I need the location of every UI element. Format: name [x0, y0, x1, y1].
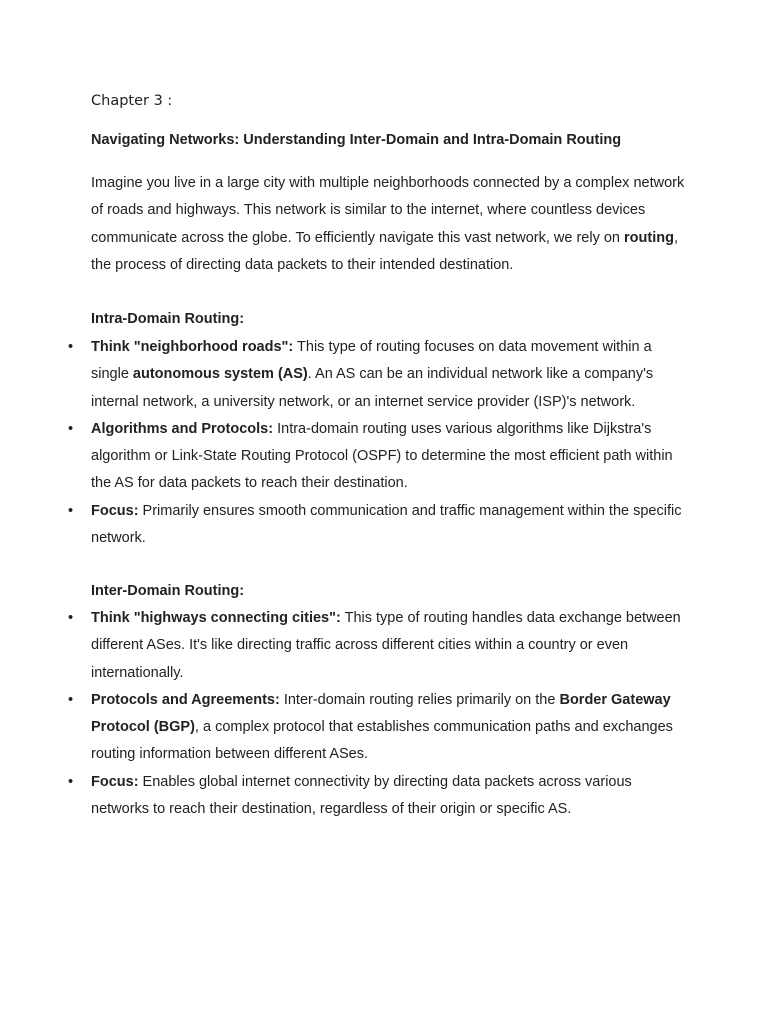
bullet-lead: Focus: [91, 773, 139, 790]
bullet-text: This type of routing focuses on data movement within a single [91, 339, 652, 383]
intra-item-focus [68, 498, 691, 553]
inter-item-focus [68, 769, 691, 824]
bullet-dot: • [68, 610, 74, 626]
bullet-dot: • [68, 502, 74, 519]
bullet-lead: Think "highways connecting cities": [91, 610, 341, 626]
intro-text-after: , the process of directing data packets to their intended destination. [91, 229, 678, 273]
bullet-dot: • [68, 773, 74, 790]
bullet-dot: • [68, 339, 74, 355]
bullet-text: , a complex protocol that establishes communication paths and exchanges routing information between different ASes. [91, 719, 673, 763]
intra-domain-list [0, 334, 768, 552]
chapter-label: Chapter 3 : [91, 93, 173, 109]
inter-domain-list [0, 605, 768, 823]
document-title: Navigating Networks: Understanding Inter-Domain and Intra-Domain Routing [91, 132, 622, 148]
bullet-dot: • [68, 691, 74, 708]
inter-domain-heading: Inter-Domain Routing: [91, 583, 245, 599]
bullet-dot: • [68, 420, 74, 437]
bullet-text: This type of routing handles data exchange between different ASes. It's like directing traffic across different cities within a country or even internationally. [91, 610, 681, 681]
bullet-lead: Algorithms and Protocols: [91, 420, 274, 437]
bullet-lead: Think "neighborhood roads": [91, 339, 294, 355]
intra-domain-heading: Intra-Domain Routing: [91, 311, 245, 327]
intra-item-neighborhood-roads [68, 334, 691, 416]
bullet-text: Primarily ensures smooth communication and traffic management within the specific network. [91, 502, 682, 547]
bullet-lead: Protocols and Agreements: [91, 691, 280, 708]
intro-text-before: Imagine you live in a large city with multiple neighborhoods connected by a complex network of roads and highways. This network is similar to the internet, where countless devices communicate across the globe. To efficiently navigate this vast network, we rely on [91, 175, 685, 246]
bullet-lead: Focus: [91, 502, 139, 519]
intro-bold-term: routing [624, 229, 674, 246]
bullet-text: . An AS can be an individual network like a company's internal network, a university network, or an internet service provider (ISP)'s network. [91, 366, 654, 410]
bullet-text: Intra-domain routing uses various algorithms like Dijkstra's algorithm or Link-State Routing Protocol (OSPF) to determine the most efficient path within the AS for data packets to reach their destination. [91, 420, 673, 492]
intra-item-algorithms [68, 416, 691, 498]
bullet-bold-term: Border Gateway Protocol (BGP) [91, 691, 671, 736]
inter-item-protocols [68, 687, 691, 769]
intro-paragraph [91, 170, 691, 279]
inter-item-highways [68, 605, 691, 687]
bullet-text: Inter-domain routing relies primarily on the [279, 691, 560, 708]
bullet-text: Enables global internet connectivity by directing data packets across various networks to reach their destination, regardless of their origin or specific AS. [91, 773, 632, 818]
bullet-bold-term: autonomous system (AS) [132, 366, 308, 383]
